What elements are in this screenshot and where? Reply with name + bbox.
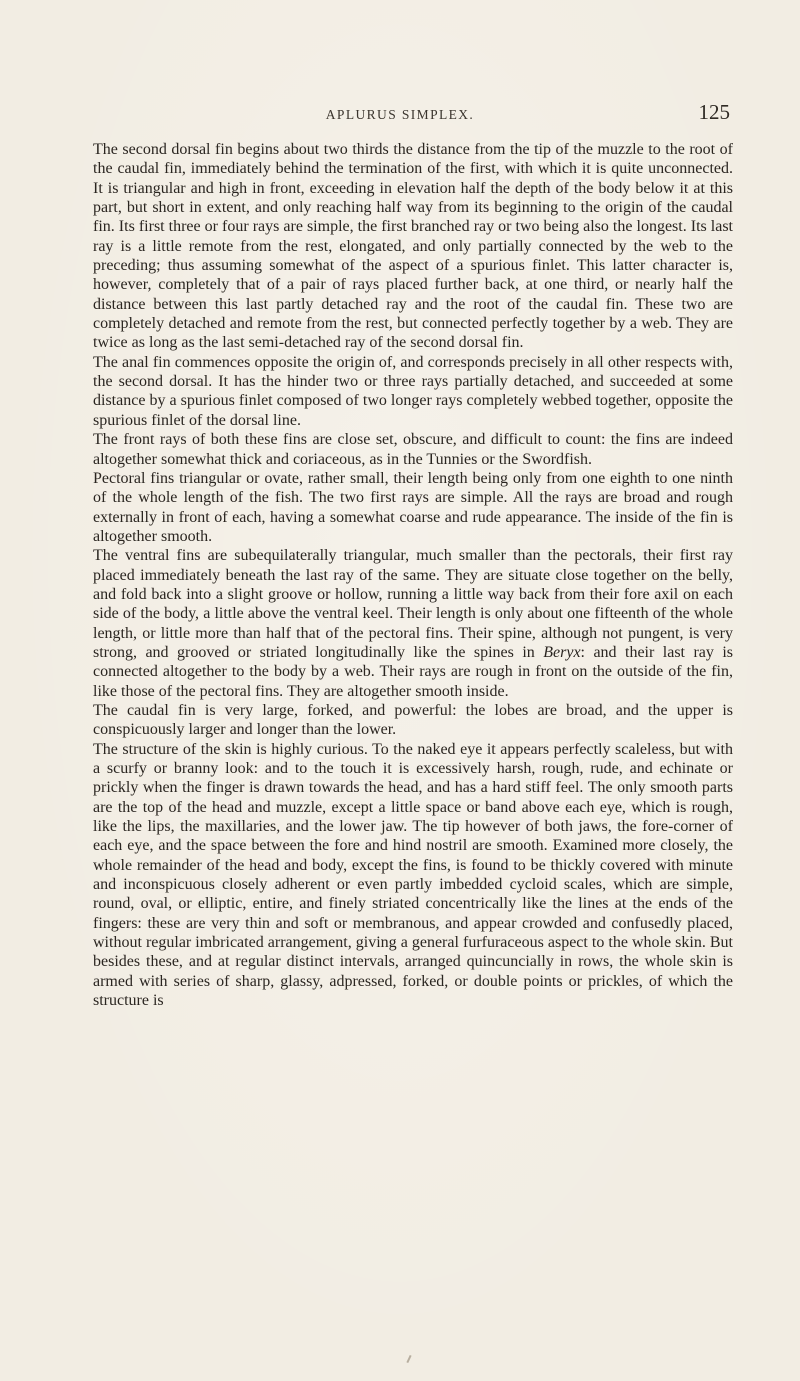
paragraph-ventral-fins (93, 546, 733, 701)
ventral-fins-continuation: : and their last ray is connected altogether to the body by a web. Their rays are rough in front on the outside of the fin, like those of the pectoral fins. They are altogether smooth inside. (93, 643, 733, 700)
paragraph-caudal-fin: The caudal fin is very large, forked, and powerful: the lobes are broad, and the upper is conspicuously larger and longer than the lower. (93, 701, 733, 739)
running-head: APLURUS SIMPLEX. (325, 107, 475, 122)
beryx-italic: Beryx (543, 643, 581, 661)
paragraph-front-rays: The front rays of both these fins are close set, obscure, and difficult to count: the fins are indeed altogether somewhat thick and coriaceous, as in the Tunnies or the Swordfish. (93, 431, 733, 468)
paragraph-pectoral-fins: Pectoral fins triangular or ovate, rather small, their length being only from one eighth to one ninth of the whole length of the fish. The two first rays are simple. All the rays are broad and rough externally in front of each, having a somewhat coarse and rude appearance. The inside of the fin is altogether smooth. (93, 469, 733, 545)
ventral-fins-text: The ventral fins are subequilaterally triangular, much smaller than the pectorals, their first ray placed immediately beneath the last ray of the same. They are situate close together on the belly, and fold back into a slight groove or hollow, running a little way back from their fore axil on each side of the body, a little above the ventral keel. Their length is only about one fifteenth of the whole length, or little more than half that of the pectoral fins. Their spine, although not pungent, is very strong, and grooved or striated longitudinally like the spines in (93, 547, 733, 661)
paragraph-anal-fin: The anal fin commences opposite the origin of, and corresponds precisely in all other respects with, the second dorsal. It has the hinder two or three rays partially detached, and succeeded at some distance by a spurious finlet composed of two longer rays completely webbed together, opposite the spurious finlet of the dorsal line. (93, 353, 733, 429)
page-number: 125 (698, 100, 730, 124)
page-blemish (406, 1355, 411, 1363)
page-header (80, 100, 730, 130)
body-text (93, 140, 733, 1010)
paragraph-second-dorsal: The second dorsal fin begins about two thirds the distance from the tip of the muzzle to the root of the caudal fin, immediately behind the termination of the first, with which it is quite unconnected. It is triangular and high in front, exceeding in elevation half the depth of the body below it at this part, but short in extent, and only reaching half way from its beginning to the origin of the caudal fin. Its first three or four rays are simple, the first branched ray or two being also the longest. Its last ray is a little remote from the rest, elongated, and only partially connected by the web to the preceding; thus assuming somewhat of the aspect of a spurious finlet. This latter character is, however, completely that of a pair of rays placed further back, at one third, or nearly half the distance between this last partly detached ray and the root of the caudal fin. These two are completely detached and remote from the rest, but connected perfectly together by a web. They are twice as long as the last semi-detached ray of the second dorsal fin. (93, 141, 733, 352)
paragraph-skin-structure: The structure of the skin is highly curious. To the naked eye it appears perfectly scaleless, but with a scurfy or branny look: and to the touch it is excessively harsh, rough, rude, and echinate or prickly when the finger is drawn towards the head, and has a hard stiff feel. The only smooth parts are the top of the head and muzzle, except a little space or band above each eye, which is rough, like the lips, the maxillaries, and the lower jaw. The tip however of both jaws, the fore-corner of each eye, and the space between the fore and hind nostril are smooth. Examined more closely, the whole remainder of the head and body, except the fins, is found to be thickly covered with minute and inconspicuous closely adherent or even partly imbedded cycloid scales, which are simple, round, oval, or elliptic, entire, and finely striated concentrically like the lines at the ends of the fingers: these are very thin and soft or membranous, and appear crowded and confusedly placed, without regular imbricated arrangement, giving a general furfuraceous aspect to the whole skin. But besides these, and at regular distinct intervals, arranged quincuncially in rows, the whole skin is armed with series of sharp, glassy, adpressed, forked, or double points or prickles, of which the structure is (93, 740, 733, 1010)
